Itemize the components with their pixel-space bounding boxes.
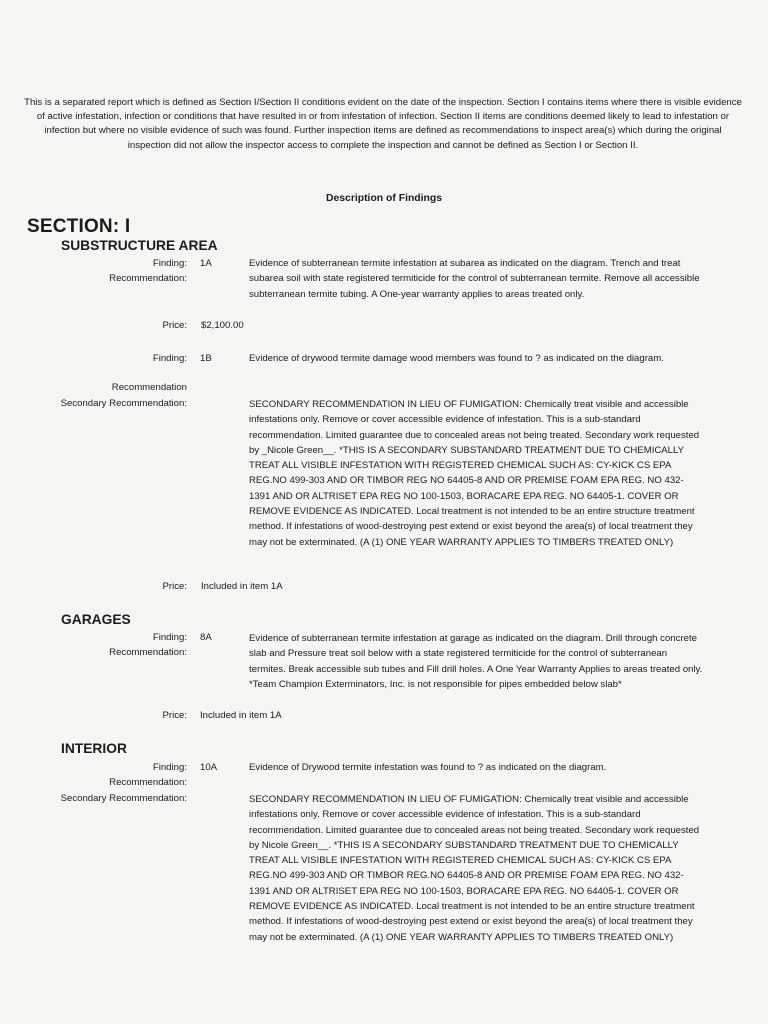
secondary-recommendation-text: SECONDARY RECOMMENDATION IN LIEU OF FUMIGATION: Chemically treat visible and accessible infestations only. Remove or cover accessible evidence of infestation. This is a sub-standard recommendation. Limited guarantee due to concealed areas not being treated. Secondary work requested by _Nicole Green__. *THIS IS A SECONDARY SUBSTANDARD TREATMENT DUE TO CHEMICALLY TREAT ALL VISIBLE INFESTATION WITH REGISTERED CHEMICAL SUCH AS: CY-KICK CS EPA REG.NO 499-303 AND OR TIMBOR REG NO 64405-8 AND OR PREMISE FOAM EPA REG. NO 432-1391 AND OR ALTRISET EPA REG NO 100-1503, BORACARE EPA REG. NO 64405-1. COVER OR REMOVE EVIDENCE AS INDICATED. Local treatment is not intended to be an entire structure treatment method. If infestations of wood-destroying pest extend or exist beyond the area(s) of local treatment they may not be exterminated. (A (1) ONE YEAR WARRANTY APPLIES TO TIMBERS TREATED ONLY) — [249, 399, 700, 548]
finding-code: 1A — [200, 258, 212, 269]
price-label: Price: — [162, 320, 187, 331]
finding-label: Finding: — [152, 632, 187, 643]
price-label: Price: — [162, 710, 187, 721]
price-value: $2,100.00 — [201, 320, 244, 331]
finding-code: 1B — [200, 353, 212, 364]
interior-area-title: INTERIOR — [61, 741, 127, 756]
price-label: Price: — [162, 581, 187, 592]
recommendation-label: Recommendation: — [109, 273, 187, 284]
finding-label: Finding: — [152, 258, 187, 269]
finding-label: Finding: — [152, 353, 187, 364]
recommendation-label: Recommendation: — [109, 777, 187, 788]
secondary-recommendation-label: Secondary Recommendation: — [60, 793, 187, 804]
section-title: SECTION: I — [27, 216, 131, 237]
secondary-recommendation-text: SECONDARY RECOMMENDATION IN LIEU OF FUMIGATION: Chemically treat visible and accessible infestations only. Remove or cover accessible evidence of infestation. This is a sub-standard recommendation. Limited guarantee due to concealed areas not being treated. Secondary work requested by Nicole Green__. *THIS IS A SECONDARY SUBSTANDARD TREATMENT DUE TO CHEMICALLY TREAT ALL VISIBLE INFESTATION WITH REGISTERED CHEMICAL SUCH AS: CY-KICK CS EPA REG.NO 499-303 AND OR TIMBOR REG.NO 64405-8 AND OR PREMISE FOAM EPA REG. NO 432-1391 AND OR ALTRISET EPA REG NO 100-1503, BORACARE EPA REG. NO 64405-1. COVER OR REMOVE EVIDENCE AS INDICATED. Local treatment is not intended to be an entire structure treatment method. If infestations of wood-destroying pest extend or exist beyond the area(s) of local treatment they may not be exterminated. (A (1) ONE YEAR WARRANTY APPLIES TO TIMBERS TREATED ONLY) — [249, 794, 700, 943]
recommendation-label: Recommendation — [111, 382, 187, 393]
price-value: Included in item 1A — [200, 710, 282, 721]
garages-area-title: GARAGES — [61, 612, 131, 627]
finding-code: 8A — [200, 632, 212, 643]
secondary-recommendation-label: Secondary Recommendation: — [60, 398, 187, 409]
finding-text: Evidence of subterranean termite infestation at subarea as indicated on the diagram. Trench and treat subarea soil with state registered termiticide for the control of subterranean termite. Remove all accessible subterranean termite tubing. A One-year warranty applies to areas treated only. — [249, 258, 700, 300]
finding-text: Evidence of Drywood termite infestation was found to ? as indicated on the diagram. — [249, 762, 607, 773]
finding-text: Evidence of subterranean termite infestation at garage as indicated on the diagram. Drill through concrete slab and Pressure treat soil below with a state registered termiticide for the control of subterranean termites. Break accessible sub tubes and Fill drill holes. A One Year Warranty Applies to areas treated only. *Team Champion Exterminators, Inc. is not responsible for pipes embedded below slab* — [249, 633, 703, 690]
intro-paragraph: This is a separated report which is defined as Section I/Section II conditions evident on the date of the inspection. Section I contains items where there is visible evidence of active infestation, infection or conditions that have resulted in or from infestation of infection. Section II items are conditions deemed likely to lead to infestation or infection but where no visible evidence of such was found. Further inspection items are defined as recommendations to inspect area(s) which during the original inspection did not allow the inspector access to complete the inspection and cannot be defined as Section I or Section II. — [24, 97, 742, 151]
finding-text: Evidence of drywood termite damage wood members was found to ? as indicated on the diagram. — [249, 353, 664, 364]
finding-label: Finding: — [152, 762, 187, 773]
description-title: Description of Findings — [325, 193, 443, 204]
recommendation-label: Recommendation: — [109, 647, 187, 658]
substructure-area-title: SUBSTRUCTURE AREA — [61, 238, 218, 253]
finding-code: 10A — [200, 762, 218, 773]
price-value: Included in item 1A — [201, 581, 283, 592]
